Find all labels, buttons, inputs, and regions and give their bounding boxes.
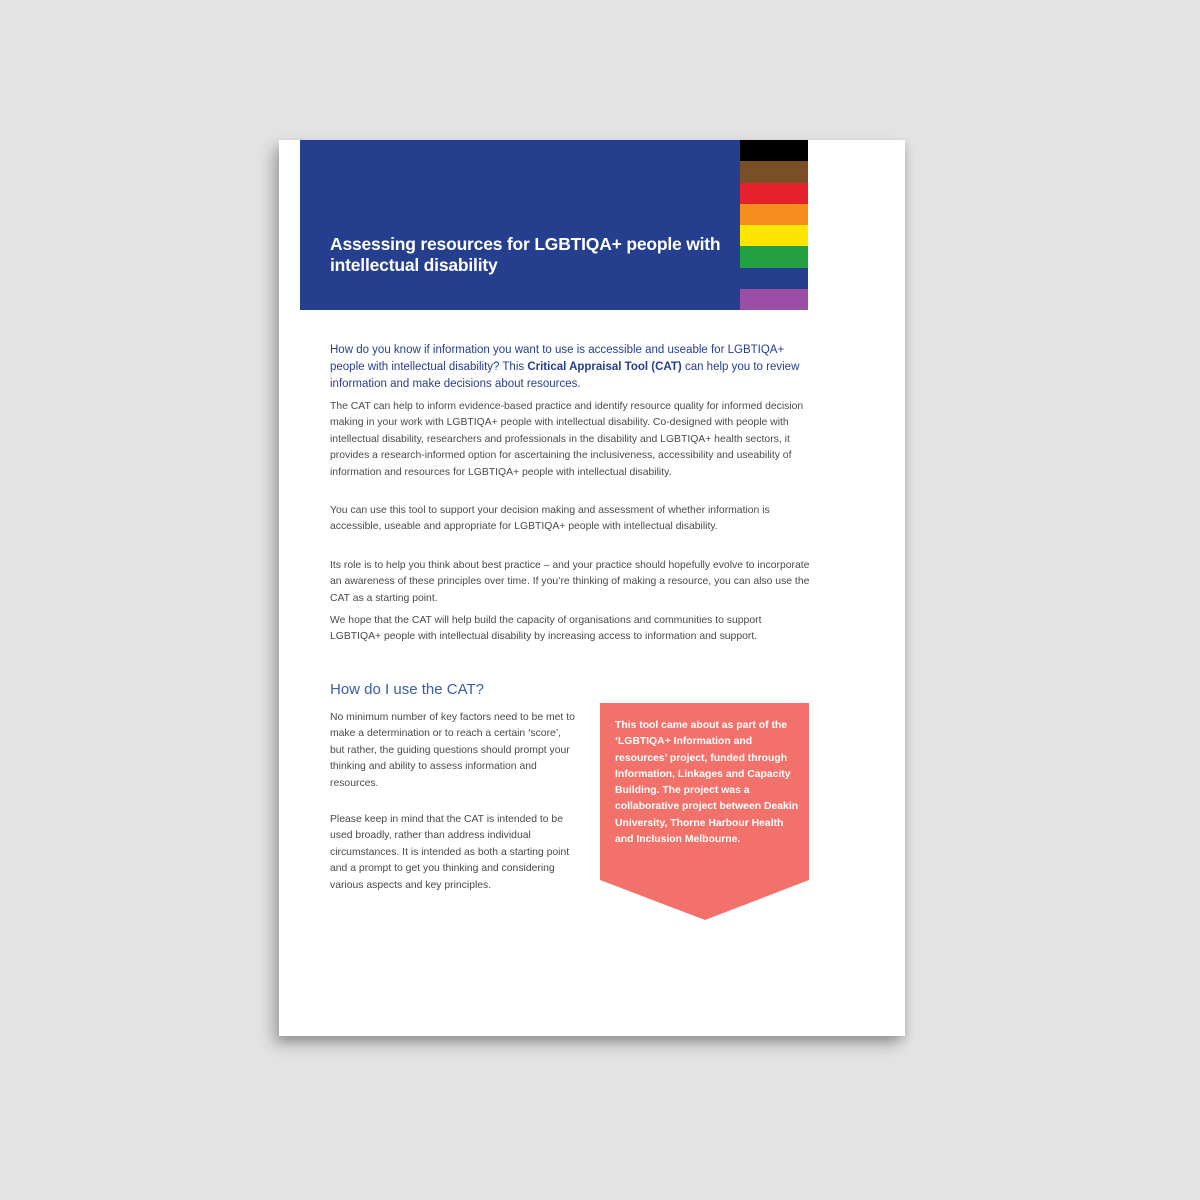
intro-text-end: can help you to review information and make decisions about resources. bbox=[330, 361, 800, 390]
flag-stripe-orange bbox=[740, 204, 808, 225]
body-paragraph: Its role is to help you think about best practice – and your practice should hopefully evolve to incorporate an awareness of these principles over time. If you’re thinking of making a resource, you can also use the CAT as a starting point. bbox=[330, 560, 810, 604]
flag-stripe-blue bbox=[740, 268, 808, 289]
flag-stripe-green bbox=[740, 246, 808, 267]
flag-stripe-red bbox=[740, 183, 808, 204]
document-title: Assessing resources for LGBTIQA+ people with intellectual disability bbox=[330, 234, 721, 275]
intro-paragraph bbox=[330, 342, 810, 393]
body-paragraph: We hope that the CAT will help build the capacity of organisations and communities to support LGBTIQA+ people with intellectual disability by increasing access to information and support. bbox=[330, 615, 762, 643]
document-page bbox=[279, 140, 905, 1036]
intro-tool-name: Critical Appraisal Tool (CAT) bbox=[527, 361, 682, 373]
how-to-paragraph: No minimum number of key factors need to be met to make a determination or to reach a certain ‘score’, but rather, the guiding questions should prompt your thinking and ability to assess information and resources. bbox=[330, 712, 575, 789]
flag-stripe-brown bbox=[740, 161, 808, 182]
flag-stripe-purple bbox=[740, 289, 808, 310]
body-paragraph: You can use this tool to support your decision making and assessment of whether information is accessible, useable and appropriate for LGBTIQA+ people with intellectual disability. bbox=[330, 505, 770, 533]
title-banner bbox=[300, 140, 740, 310]
how-to-paragraph: Please keep in mind that the CAT is intended to be used broadly, rather than address individual circumstances. It is intended as both a starting point and a prompt to get you thinking and considering various aspects and key principles. bbox=[330, 814, 570, 891]
progress-pride-flag bbox=[740, 140, 808, 310]
flag-stripe-black bbox=[740, 140, 808, 161]
intro-text-start: How do you know if information you want to use is accessible and useable for LGBTIQA+ people with intellectual disability? This bbox=[330, 344, 785, 373]
flag-stripe-yellow bbox=[740, 225, 808, 246]
body-paragraph: The CAT can help to inform evidence-based practice and identify resource quality for informed decision making in your work with LGBTIQA+ people with intellectual disability. Co-designed with people with intellectual disability, researchers and professionals in the disability and LGBTIQA+ health sectors, it provides a research-informed option for ascertaining the inclusiveness, accessibility and useability of information and resources for LGBTIQA+ people with intellectual disability. bbox=[330, 401, 804, 478]
callout-text: This tool came about as part of the ‘LGBTIQA+ Information and resources’ project, funded through Information, Linkages and Capacity Building. The project was a collaborative project between Deakin University, Thorne Harbour Health and Inclusion Melbourne. bbox=[615, 720, 799, 846]
callout-box bbox=[600, 703, 809, 920]
section-heading: How do I use the CAT? bbox=[330, 681, 484, 698]
